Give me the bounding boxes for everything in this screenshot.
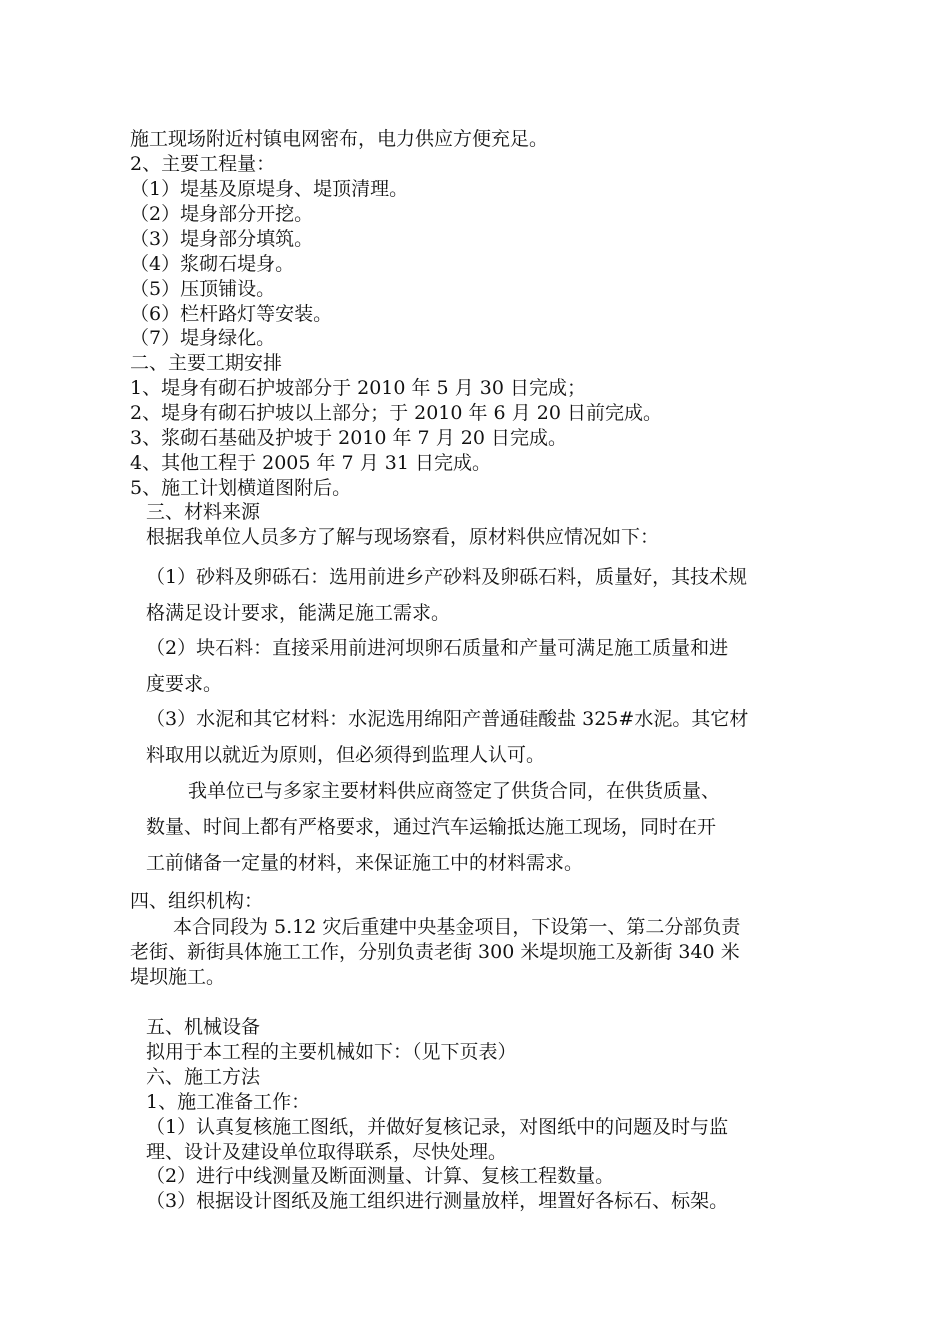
text-line: （4）浆砌石堤身。: [130, 253, 295, 275]
text-line: （2）进行中线测量及断面测量、计算、复核工程数量。: [146, 1165, 615, 1187]
text-line: 工前储备一定量的材料，来保证施工中的材料需求。: [146, 852, 584, 874]
text-line: 度要求。: [146, 673, 223, 695]
text-line: 2、主要工程量：: [130, 153, 276, 175]
text-line: （2）堤身部分开挖。: [130, 203, 314, 225]
text-line: 老街、新街具体施工工作，分别负责老街 300 米堤坝施工及新街 340 米: [130, 941, 740, 963]
text-line: 堤坝施工。: [130, 966, 226, 988]
text-line: （1）认真复核施工图纸，并做好复核记录，对图纸中的问题及时与监: [146, 1116, 729, 1138]
text-line: （3）根据设计图纸及施工组织进行测量放样，埋置好各标石、标架。: [146, 1190, 729, 1212]
text-line: 料取用以就近为原则，但必须得到监理人认可。: [146, 744, 546, 766]
text-line: 施工现场附近村镇电网密布，电力供应方便充足。: [130, 128, 549, 150]
text-line: 5、施工计划横道图附后。: [130, 477, 352, 499]
text-line: 2、堤身有砌石护坡以上部分；于 2010 年 6 月 20 日前完成。: [130, 402, 662, 424]
text-line: （7）堤身绿化。: [130, 327, 276, 349]
section-heading: 二、主要工期安排: [130, 352, 283, 374]
text-line: 4、其他工程于 2005 年 7 月 31 日完成。: [130, 452, 491, 474]
text-line: 我单位已与多家主要材料供应商签定了供货合同，在供货质量、: [188, 780, 721, 802]
section-heading: 六、施工方法: [146, 1066, 261, 1088]
text-line: 本合同段为 5.12 灾后重建中央基金项目，下设第一、第二分部负责: [173, 916, 741, 938]
text-line: 1、堤身有砌石护坡部分于 2010 年 5 月 30 日完成；: [130, 377, 586, 399]
section-heading: 五、机械设备: [146, 1016, 261, 1038]
text-line: 1、施工准备工作：: [146, 1091, 311, 1113]
text-line: 数量、时间上都有严格要求，通过汽车运输抵达施工现场，同时在开: [146, 816, 717, 838]
section-heading: 四、组织机构：: [130, 890, 264, 912]
text-line: （6）栏杆路灯等安装。: [130, 303, 333, 325]
text-line: （3）水泥和其它材料：水泥选用绵阳产普通硅酸盐 325#水泥。其它材: [146, 708, 749, 730]
text-line: （1）堤基及原堤身、堤顶清理。: [130, 178, 409, 200]
text-line: 拟用于本工程的主要机械如下：（见下页表）: [146, 1041, 517, 1063]
text-line: 理、设计及建设单位取得联系，尽快处理。: [146, 1141, 508, 1163]
text-line: 根据我单位人员多方了解与现场察看，原材料供应情况如下：: [146, 526, 660, 548]
text-line: （2）块石料：直接采用前进河坝卵石质量和产量可满足施工质量和进: [146, 637, 729, 659]
text-line: 格满足设计要求，能满足施工需求。: [146, 602, 451, 624]
section-heading: 三、材料来源: [146, 501, 261, 523]
text-line: （1）砂料及卵砾石：选用前进乡产砂料及卵砾石料，质量好，其技术规: [146, 566, 748, 588]
text-line: （5）压顶铺设。: [130, 278, 276, 300]
text-line: 3、浆砌石基础及护坡于 2010 年 7 月 20 日完成。: [130, 427, 567, 449]
text-line: （3）堤身部分填筑。: [130, 228, 314, 250]
